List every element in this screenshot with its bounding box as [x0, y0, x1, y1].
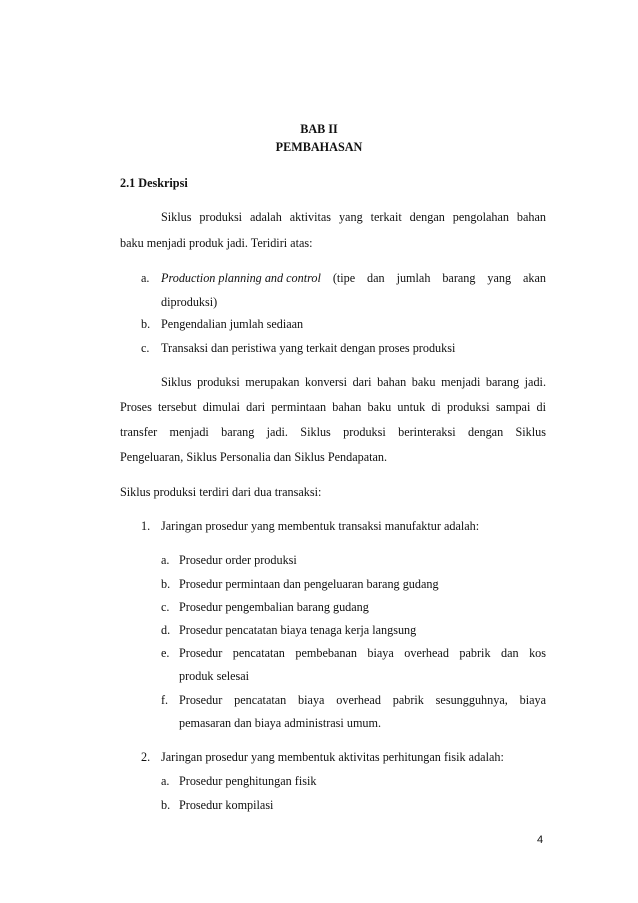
sub1-marker-e: e. — [161, 646, 170, 660]
list1-item-c: Transaksi dan peristiwa yang terkait dengan proses produksi — [161, 341, 456, 355]
para3: Siklus produksi terdiri dari dua transaksi: — [120, 485, 322, 499]
sub1-item-d: Prosedur pencatatan biaya tenaga kerja langsung — [179, 623, 417, 637]
sub1-marker-a: a. — [161, 553, 170, 567]
numbered-item-2: Jaringan prosedur yang membentuk aktivitas perhitungan fisik adalah: — [161, 750, 504, 764]
para2-line1: Siklus produksi merupakan konversi dari bahan baku menjadi barang jadi. — [161, 375, 546, 389]
para1-line2: baku menjadi produk jadi. Teridiri atas: — [120, 236, 313, 250]
sub2-item-a: Prosedur penghitungan fisik — [179, 774, 317, 788]
numbered-item-1: Jaringan prosedur yang membentuk transaksi manufaktur adalah: — [161, 519, 480, 533]
sub1-item-a: Prosedur order produksi — [179, 553, 297, 567]
list1-item-a-rest: (tipe dan jumlah barang yang akan — [320, 271, 546, 285]
sub1-item-f: Prosedur pencatatan biaya overhead pabrik sesungguhnya, biaya — [179, 693, 546, 707]
sub1-item-e-cont: produk selesai — [179, 669, 250, 683]
para2-line2: Proses tersebut dimulai dari permintaan bahan baku untuk di produksi sampai di — [120, 400, 546, 414]
list1-item-a — [161, 271, 546, 286]
sub1-marker-f: f. — [161, 693, 169, 707]
list1-item-a-italic: Production planning and control — [161, 271, 321, 285]
sub1-item-c: Prosedur pengembalian barang gudang — [179, 600, 369, 614]
section-title: 2.1 Deskripsi — [120, 176, 188, 190]
sub2-marker-a: a. — [161, 774, 170, 788]
list1-marker-b: b. — [141, 317, 151, 331]
sub2-marker-b: b. — [161, 798, 171, 812]
list1-marker-a: a. — [141, 271, 150, 285]
list1-item-a-cont: diproduksi) — [161, 295, 218, 309]
para1-line1: Siklus produksi adalah aktivitas yang terkait dengan pengolahan bahan — [161, 210, 546, 224]
sub2-item-b: Prosedur kompilasi — [179, 798, 274, 812]
numbered-marker-1: 1. — [141, 519, 151, 533]
numbered-marker-2: 2. — [141, 750, 151, 764]
sub1-item-f-cont: pemasaran dan biaya administrasi umum. — [179, 716, 382, 730]
sub1-marker-c: c. — [161, 600, 170, 614]
chapter-heading: BAB II — [300, 122, 338, 136]
chapter-title: PEMBAHASAN — [275, 140, 363, 154]
sub1-marker-d: d. — [161, 623, 171, 637]
list1-item-b: Pengendalian jumlah sediaan — [161, 317, 304, 331]
list1-marker-c: c. — [141, 341, 150, 355]
page-number: 4 — [537, 834, 544, 846]
sub1-item-b: Prosedur permintaan dan pengeluaran barang gudang — [179, 577, 439, 591]
para2-line3: transfer menjadi barang jadi. Siklus produksi berinteraksi dengan Siklus — [120, 425, 546, 439]
para2-line4: Pengeluaran, Siklus Personalia dan Siklus Pendapatan. — [120, 450, 388, 464]
sub1-marker-b: b. — [161, 577, 171, 591]
sub1-item-e: Prosedur pencatatan pembebanan biaya overhead pabrik dan kos — [179, 646, 546, 660]
